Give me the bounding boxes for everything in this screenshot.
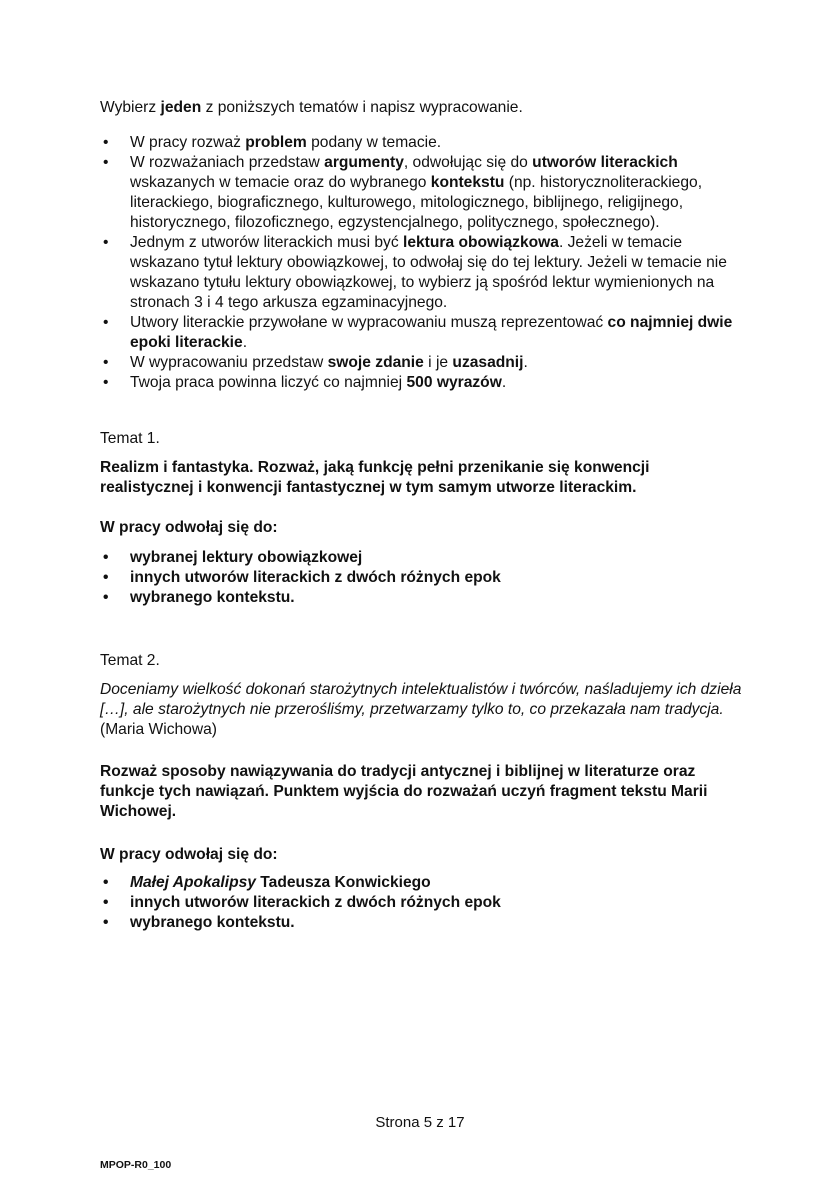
book-title: Małej Apokalipsy xyxy=(130,874,256,891)
list-item: • wybranego kontekstu. xyxy=(100,913,501,933)
instruction-emphasis: jeden xyxy=(160,99,202,116)
list-item: • Małej Apokalipsy Tadeusza Konwickiego xyxy=(100,873,501,893)
topic1-requirements xyxy=(100,548,501,608)
topic2-heading: Temat 2. xyxy=(100,652,160,669)
exam-code: MPOP-R0_100 xyxy=(100,1159,172,1171)
list-item: • wybranego kontekstu. xyxy=(100,588,501,608)
list-item: • innych utworów literackich z dwóch różnych epok xyxy=(100,568,501,588)
rules-list xyxy=(100,133,740,393)
rule-item: • Twoja praca powinna liczyć co najmniej 500 wyrazów. xyxy=(100,373,740,393)
instruction-part: Wybierz xyxy=(100,99,161,116)
list-item: • wybranej lektury obowiązkowej xyxy=(100,548,501,568)
rule-item: • Jednym z utworów literackich musi być lektura obowiązkowa. Jeżeli w temacie wskazano tytuł lektury obowiązkowej, to odwołaj się do tej lektury. Jeżeli w temacie nie wskazano tytułu lektury obowiązkowej, to wybierz ją spośród lektur wymienionych na stronach 3 i 4 tego arkusza egzaminacyjnego. xyxy=(100,233,740,313)
page-number: Strona 5 z 17 xyxy=(375,1114,465,1131)
topic1-body: Realizm i fantastyka. Rozważ, jaką funkcję pełni przenikanie się konwencji realistycznej i konwencji fantastycznej w tym samym utworze literackim. xyxy=(100,459,650,496)
topic2-requirements xyxy=(100,873,501,933)
rule-item: • Utwory literackie przywołane w wypracowaniu muszą reprezentować co najmniej dwie epoki literackie. xyxy=(100,313,740,353)
instruction-part: z poniższych tematów i napisz wypracowanie. xyxy=(201,99,523,116)
topic2-reference-label: W pracy odwołaj się do: xyxy=(100,846,278,863)
rule-item: • W rozważaniach przedstaw argumenty, odwołując się do utworów literackich wskazanych w temacie oraz do wybranego kontekstu (np. historycznoliterackiego, literackiego, biograficznego, kulturowego, mitologicznego, biblijnego, religijnego, historycznego, filozoficznego, egzystencjalnego, politycznego, społecznego). xyxy=(100,153,740,233)
topic2-quote: Doceniamy wielkość dokonań starożytnych intelektualistów i twórców, naśladujemy ich dzieła […], ale starożytnych nie przerośliśmy, przetwarzamy tylko to, co przekazała nam tradycja. xyxy=(100,681,742,718)
list-item: • innych utworów literackich z dwóch różnych epok xyxy=(100,893,501,913)
instruction-text xyxy=(100,98,523,118)
topic2-quote-author: (Maria Wichowa) xyxy=(100,721,217,738)
topic1-heading: Temat 1. xyxy=(100,430,160,447)
topic2-body: Rozważ sposoby nawiązywania do tradycji antycznej i biblijnej w literaturze oraz funkcje tych nawiązań. Punktem wyjścia do rozważań uczyń fragment tekstu Marii Wichowej. xyxy=(100,763,708,820)
rule-item: • W pracy rozważ problem podany w temacie. xyxy=(100,133,740,153)
rule-item: • W wypracowaniu przedstaw swoje zdanie i je uzasadnij. xyxy=(100,353,740,373)
topic1-reference-label: W pracy odwołaj się do: xyxy=(100,519,278,536)
